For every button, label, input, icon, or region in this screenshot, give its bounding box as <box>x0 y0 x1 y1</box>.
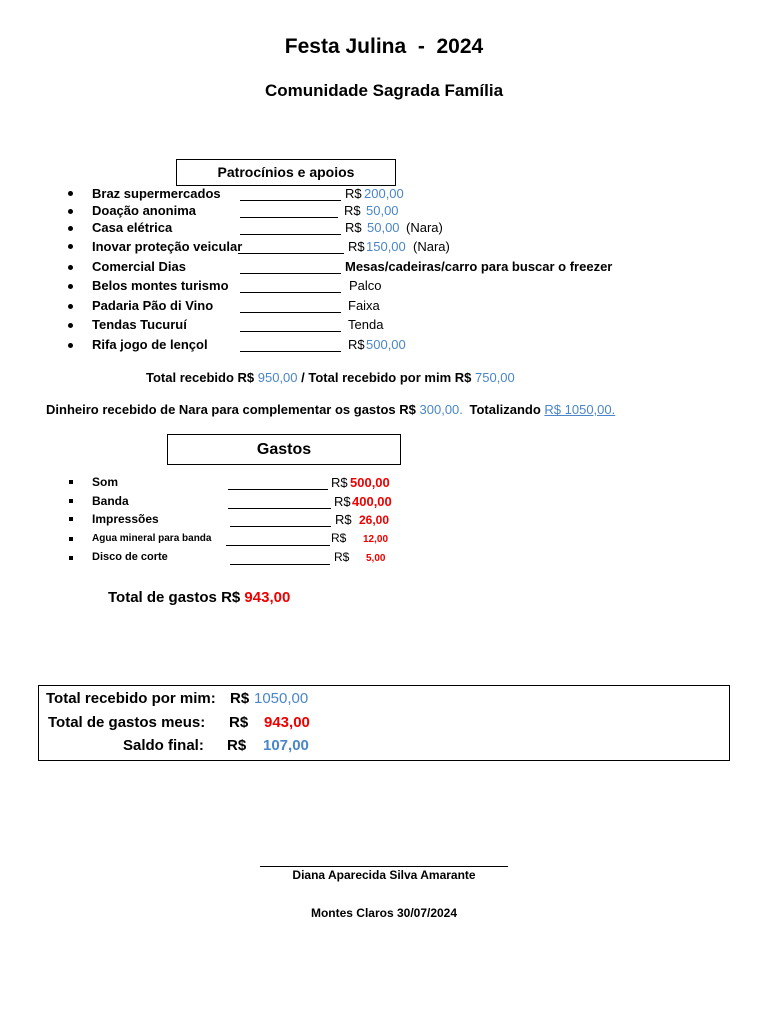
bullet-icon <box>69 537 73 541</box>
nara-money-value: 300,00. <box>419 402 463 417</box>
fill-line <box>240 200 341 201</box>
fill-line <box>240 273 341 274</box>
summary-expenses-label: Total de gastos meus: <box>48 714 206 731</box>
sponsor-name: Comercial Dias <box>92 259 186 274</box>
sponsor-name: Rifa jogo de lençol <box>92 337 208 352</box>
bullet-icon <box>69 499 73 503</box>
fill-line <box>238 253 344 254</box>
expense-currency: R$ <box>331 475 348 490</box>
total-received-label: Total recebido R$ <box>146 370 255 385</box>
total-expenses-label: Total de gastos R$ <box>108 589 241 606</box>
sponsors-heading-box <box>176 159 396 186</box>
nara-money-line <box>46 402 615 417</box>
place-date: Montes Claros 30/07/2024 <box>310 906 458 920</box>
sponsor-note: (Nara) <box>413 239 450 254</box>
summary-received-label: Total recebido por mim: <box>46 690 216 707</box>
page-title: Festa Julina - 2024 <box>284 35 484 58</box>
summary-expenses-currency: R$ <box>229 714 249 731</box>
nara-money-text: Dinheiro recebido de Nara para complementar os gastos R$ <box>46 402 416 417</box>
bullet-icon <box>69 480 73 484</box>
sponsor-name: Belos montes turismo <box>92 278 229 293</box>
expense-currency: R$ <box>334 494 351 509</box>
expense-value: 500,00 <box>350 475 390 490</box>
sponsor-currency: R$ <box>345 186 362 201</box>
expense-currency: R$ <box>334 550 350 564</box>
fill-line <box>240 234 341 235</box>
sponsor-name: Braz supermercados <box>92 186 221 201</box>
summary-box <box>38 685 730 761</box>
fill-line <box>230 526 331 527</box>
signature-line <box>260 866 508 867</box>
sponsor-note: Tenda <box>348 317 384 332</box>
sponsor-note: (Nara) <box>406 220 443 235</box>
sponsor-value: 200,00 <box>364 186 404 201</box>
bullet-icon <box>68 244 73 249</box>
expense-value: 26,00 <box>359 513 390 527</box>
sponsor-name: Casa elétrica <box>92 220 173 235</box>
fill-line <box>240 312 341 313</box>
page-subtitle: Comunidade Sagrada Família <box>264 81 504 100</box>
expense-name: Banda <box>92 494 129 508</box>
total-received-by-me-value: 750,00 <box>475 370 515 385</box>
bullet-icon <box>68 209 73 214</box>
sponsor-value: 150,00 <box>366 239 406 254</box>
bullet-icon <box>68 343 73 348</box>
sponsor-currency: R$ <box>344 203 361 218</box>
expense-name: Disco de corte <box>92 551 168 563</box>
nara-total-value: R$ 1050,00. <box>544 402 616 417</box>
bullet-icon <box>68 323 73 328</box>
summary-balance-currency: R$ <box>227 737 247 754</box>
bullet-icon <box>69 517 73 521</box>
expense-currency: R$ <box>331 531 347 545</box>
total-expenses-line <box>108 589 290 606</box>
total-received-value: 950,00 <box>257 370 298 385</box>
totals-received-line <box>146 370 515 385</box>
sponsor-note: Palco <box>349 278 382 293</box>
sponsor-name: Inovar proteção veicular <box>92 239 243 254</box>
sponsors-heading: Patrocínios e apoios <box>217 164 355 180</box>
expense-value: 5,00 <box>366 553 386 564</box>
sponsor-name: Doação anonima <box>92 203 197 218</box>
summary-balance-value: 107,00 <box>263 737 309 754</box>
bullet-icon <box>68 284 73 289</box>
expense-name: Impressões <box>92 512 159 526</box>
summary-balance-label: Saldo final: <box>123 737 204 754</box>
fill-line <box>240 292 341 293</box>
bullet-icon <box>69 556 73 560</box>
sponsor-note: Faixa <box>348 298 380 313</box>
expense-value: 12,00 <box>363 534 389 545</box>
bullet-icon <box>68 265 73 270</box>
sponsor-name: Tendas Tucuruí <box>92 317 187 332</box>
fill-line <box>228 489 328 490</box>
fill-line <box>240 331 341 332</box>
expenses-heading-box <box>167 434 401 465</box>
expenses-heading: Gastos <box>256 441 312 458</box>
sponsor-value: 50,00 <box>366 203 399 218</box>
summary-received-value: 1050,00 <box>254 690 309 707</box>
sponsor-value: 50,00 <box>367 220 400 235</box>
sponsor-name: Padaria Pão di Vino <box>92 298 214 313</box>
fill-line <box>230 564 330 565</box>
sponsor-currency: R$ <box>348 239 365 254</box>
sponsor-currency: R$ <box>348 337 365 352</box>
expense-name: Som <box>92 475 119 489</box>
summary-expenses-value: 943,00 <box>264 714 310 731</box>
sponsor-value: 500,00 <box>366 337 406 352</box>
expense-currency: R$ <box>335 512 352 527</box>
summary-received-currency: R$ <box>230 690 250 707</box>
nara-total-label: Totalizando <box>469 402 541 417</box>
total-received-by-me-label: / Total recebido por mim R$ <box>301 370 472 385</box>
fill-line <box>240 351 341 352</box>
bullet-icon <box>68 226 73 231</box>
fill-line <box>240 217 338 218</box>
expense-name: Agua mineral para banda <box>92 533 212 544</box>
total-expenses-value: 943,00 <box>244 589 291 606</box>
sponsor-note: Mesas/cadeiras/carro para buscar o freezer <box>345 259 613 274</box>
fill-line <box>226 545 330 546</box>
fill-line <box>228 508 331 509</box>
bullet-icon <box>68 191 73 196</box>
sponsor-currency: R$ <box>345 220 362 235</box>
bullet-icon <box>68 304 73 309</box>
signature-name: Diana Aparecida Silva Amarante <box>292 868 476 882</box>
expense-value: 400,00 <box>352 494 392 509</box>
